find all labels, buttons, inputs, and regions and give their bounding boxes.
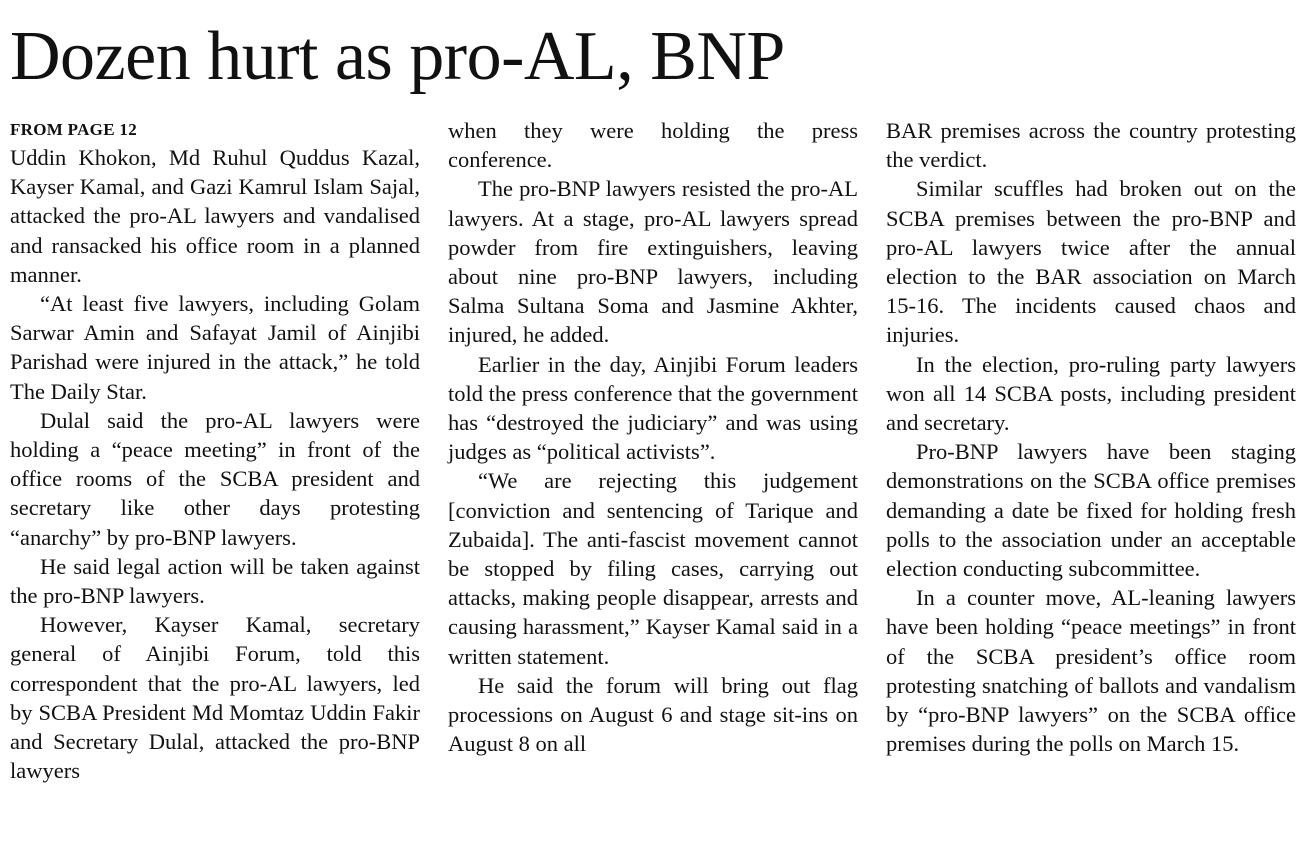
- paragraph: In a counter move, AL-leaning lawyers have been holding “peace meetings” in front of the SCBA president’s office room protesting snatching of ballots and vandalism by “pro-BNP lawyers” on the SCBA office premises during the polls on March 15.: [886, 585, 1296, 757]
- paragraph: He said the forum will bring out flag processions on August 6 and stage sit-ins on August 8 on all: [448, 672, 858, 757]
- article-column-2: [448, 116, 858, 758]
- paragraph: when they were holding the press conference.: [448, 118, 858, 173]
- paragraph: Similar scuffles had broken out on the SCBA premises between the pro-BNP and pro-AL lawyers twice after the annual election to the BAR association on March 15-16. The incidents caused chaos and injuries.: [886, 176, 1296, 348]
- headline: Dozen hurt as pro-AL, BNP: [10, 18, 785, 95]
- continuation-kicker: FROM PAGE 12: [10, 120, 137, 139]
- paragraph: Earlier in the day, Ainjibi Forum leaders told the press conference that the government has “destroyed the judiciary” and was using judges as “political activists”.: [448, 351, 858, 465]
- paragraph: In the election, pro-ruling party lawyers won all 14 SCBA posts, including president and secretary.: [886, 351, 1296, 436]
- article-column-3: [886, 116, 1296, 758]
- paragraph: BAR premises across the country protesting the verdict.: [886, 118, 1296, 173]
- article-column-1: [10, 116, 420, 785]
- paragraph: Uddin Khokon, Md Ruhul Quddus Kazal, Kayser Kamal, and Gazi Kamrul Islam Sajal, attacked the pro-AL lawyers and vandalised and ransacked his office room in a planned manner.: [10, 145, 420, 287]
- paragraph: Pro-BNP lawyers have been staging demonstrations on the SCBA office premises demanding a date be fixed for holding fresh polls to the association under an acceptable election conducting subcommittee.: [886, 439, 1296, 582]
- paragraph: However, Kayser Kamal, secretary general of Ainjibi Forum, told this correspondent that the pro-AL lawyers, led by SCBA President Md Momtaz Uddin Fakir and Secretary Dulal, attacked the pro-BNP lawyers: [10, 612, 420, 784]
- paragraph: The pro-BNP lawyers resisted the pro-AL lawyers. At a stage, pro-AL lawyers spread powder from fire extinguishers, leaving about nine pro-BNP lawyers, including Salma Sultana Soma and Jasmine Akhter, injured, he added.: [448, 176, 858, 348]
- paragraph: “At least five lawyers, including Golam Sarwar Amin and Safayat Jamil of Ainjibi Parishad were injured in the attack,” he told The Daily Star.: [10, 291, 420, 404]
- paragraph: He said legal action will be taken against the pro-BNP lawyers.: [10, 553, 420, 609]
- paragraph: Dulal said the pro-AL lawyers were holding a “peace meeting” in front of the office rooms of the SCBA president and secretary like other days protesting “anarchy” by pro-BNP lawyers.: [10, 407, 420, 550]
- paragraph: “We are rejecting this judgement [conviction and sentencing of Tarique and Zubaida]. The anti-fascist movement cannot be stopped by filing cases, carrying out attacks, making people disappear, arrests and causing harassment,” Kayser Kamal said in a written statement.: [448, 468, 858, 669]
